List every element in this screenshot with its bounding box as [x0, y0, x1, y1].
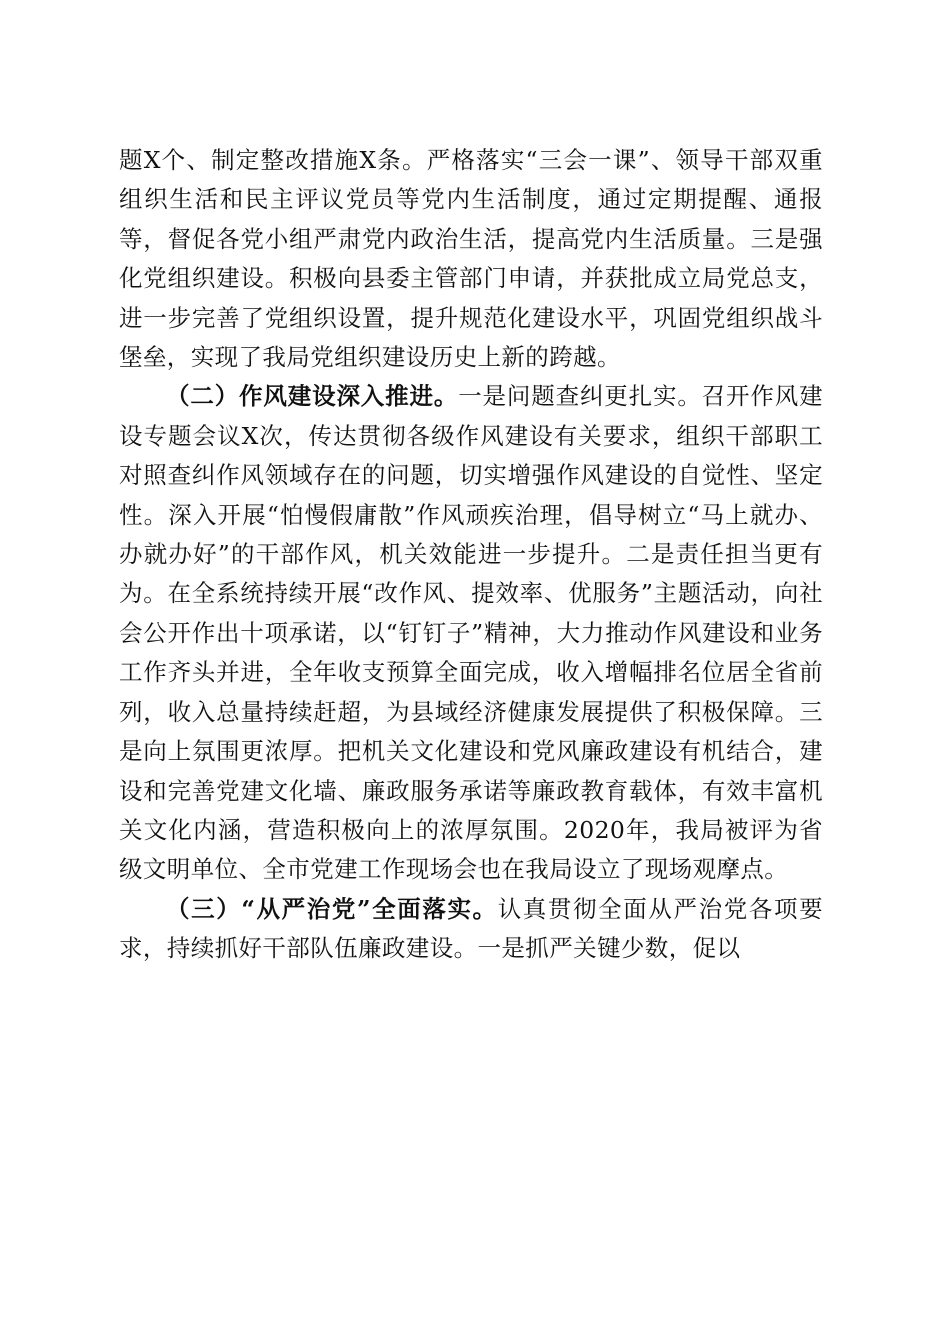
document-page	[119, 141, 823, 969]
paragraph-party-organization	[119, 141, 823, 377]
paragraph-work-style	[119, 377, 823, 889]
section-heading-work-style: （二）作风建设深入推进。	[166, 382, 459, 411]
paragraph-text: 题X个、制定整改措施X条。严格落实“三会一课”、领导干部双重组织生活和民主评议党员等党内生活制度，通过定期提醒、通报等，督促各党小组严肃党内政治生活，提高党内生活质量。三是强化党组织建设。积极向县委主管部门申请，并获批成立局党总支，进一步完善了党组织设置，提升规范化建设水平，巩固党组织战斗堡垒，实现了我局党组织建设历史上新的跨越。	[119, 146, 823, 372]
paragraph-text: 一是问题查纠更扎实。召开作风建设专题会议X次，传达贯彻各级作风建设有关要求，组织干部职工对照查纠作风领域存在的问题，切实增强作风建设的自觉性、坚定性。深入开展“怕慢假庸散”作风顽疾治理，倡导树立“马上就办、办就办好”的干部作风，机关效能进一步提升。二是责任担当更有为。在全系统持续开展“改作风、提效率、优服务”主题活动，向社会公开作出十项承诺，以“钉钉子”精神，大力推动作风建设和业务工作齐头并进，全年收支预算全面完成，收入增幅排名位居全省前列，收入总量持续赶超，为县域经济健康发展提供了积极保障。三是向上氛围更浓厚。把机关文化建设和党风廉政建设有机结合，建设和完善党建文化墙、廉政服务承诺等廉政教育载体，有效丰富机关文化内涵，营造积极向上的浓厚氛围。2020年，我局被评为省级文明单位、全市党建工作现场会也在我局设立了现场观摩点。	[119, 382, 823, 884]
paragraph-text: 认真贯彻全面从严治党各项要求，持续抓好干部队伍廉政建设。一是抓严关键少数，促以	[119, 894, 823, 963]
section-heading-strict-governance: （三）“从严治党”全面落实。	[166, 894, 498, 923]
paragraph-strict-governance	[119, 890, 823, 969]
